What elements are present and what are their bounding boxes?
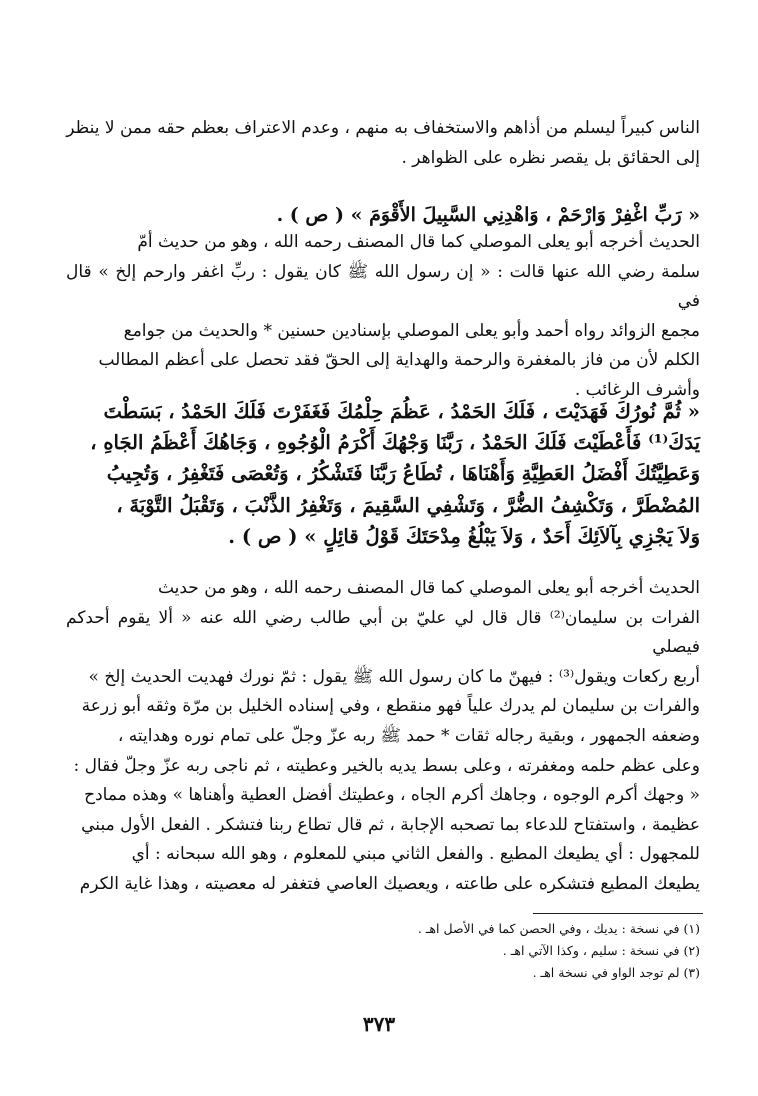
text-line: سلمة رضي الله عنها قالت : « إن رسول الله ﷺ كان يقول : ربِّ اغفر وارحم إلخ » قال في xyxy=(66,261,700,312)
text-line: « وجهك أكرم الوجوه ، وجاهك أكرم الجاه ، وعطيتك أفضل العطية وأهناها » وهذه ممادح xyxy=(84,785,700,806)
supplication-line: يَدَكَ⁽¹⁾ فَأَعْطَيْتَ فَلَكَ الحَمْدُ ، رَبَّنَا وَجْهُكَ أَكْرَمُ الْوُجُوهِ ، وَجَاهُكَ أَعْظَمُ الجَاهِ ، xyxy=(90,431,700,455)
footnotes xyxy=(300,918,700,984)
supplication-line: المُضْطَرَّ ، وَتَكْشِفُ الضُّرَّ ، وَتَشْفِي السَّقِيمَ ، وَتَغْفِرُ الذَّنْبَ ، وَتَقْبَلُ التَّوْبَةَ ، xyxy=(116,493,700,517)
supplication-line: « رَبِّ اغْفِرْ وَارْحَمْ ، وَاهْدِنِي السَّبِيلَ الأَقْوَمَ » ( ص ) . xyxy=(276,204,700,226)
text-line: الفرات بن سليمان⁽²⁾ قال قال لي عليّ بن أبي طالب رضي الله عنه « ألا يقوم أحدكم فيصلي xyxy=(66,607,700,658)
footnote: (١) في نسخة : يديك ، وفي الحصن كما في الأصل اهـ . xyxy=(417,921,700,936)
page-number: ٣٧٣ xyxy=(362,1012,396,1036)
text-line: والفرات بن سليمان لم يدرك علياً فهو منقطع ، وفي إسناده الخليل بن مرّة وثقه أبو زرعة xyxy=(81,696,700,717)
paragraph-3 xyxy=(66,574,700,900)
supplication-line: وَلاَ يَجْزِي بِآلاَئِكَ أَحَدٌ ، وَلاَ يَبْلُغُ مِدْحَتَكَ قَوْلُ قائِلٍ » ( ص ) . xyxy=(228,524,700,548)
text-line: وأشرف الرغائب . xyxy=(574,379,700,400)
text-line: مجمع الزوائد رواه أحمد وأبو يعلى الموصلي بإسنادين حسنين * والحديث من جوامع xyxy=(123,320,700,341)
supplication-line: « ثُمَّ نُورُكَ فَهَدَيْتَ ، فَلَكَ الحَمْدُ ، عَظُمَ حِلْمُكَ فَغَفَرْتَ فَلَكَ الحَمْدُ ، بَسَطْتَ xyxy=(103,400,700,423)
text-line: للمجهول : أي يطيعك المطيع . والفعل الثاني مبني للمعلوم ، وهو الله سبحانه : أي xyxy=(131,844,700,865)
text-line: الحديث أخرجه أبو يعلى الموصلي كما قال المصنف رحمه الله ، وهو من حديث xyxy=(157,578,700,598)
supplication-1 xyxy=(66,199,700,231)
text-line: الكلم لأن من فاز بالمغفرة والرحمة والهداية إلى الحقّ فقد تحصل على أعظم المطالب xyxy=(98,350,700,371)
text-line: الناس كبيراً ليسلم من أذاهم والاستخفاف به منهم ، وعدم الاعتراف بعظم حقه ممن لا ينظر xyxy=(66,118,700,138)
text-line: الحديث أخرجه أبو يعلى الموصلي كما قال المصنف رحمه الله ، وهو من حديث أمّ xyxy=(137,232,700,252)
text-line: أربع ركعات ويقول⁽³⁾ : فيهنّ ما كان رسول الله ﷺ يقول : ثمّ نورك فهديت الحديث إلخ » xyxy=(88,666,700,687)
text-line: يطيعك المطيع فتشكره على طاعته ، ويعصيك العاصي فتغفر له معصيته ، وهذا غاية الكرم xyxy=(79,873,700,894)
footnote: (٣) لم توجد الواو في نسخة اهـ . xyxy=(532,965,700,980)
supplication-2 xyxy=(66,396,700,552)
text-line: إلى الحقائق بل يقصر نظره على الظواهر . xyxy=(401,147,700,168)
paragraph-1 xyxy=(66,114,700,173)
footnote-divider xyxy=(533,913,703,914)
paragraph-2 xyxy=(66,228,700,406)
supplication-line: وَعَطِيَّتُكَ أَفْضَلُ العَطِيَّةِ وَأَهْنَاهَا ، تُطَاعُ رَبَّنَا فَتَشْكُرُ ، وَتُعْصَى فَتَغْفِرُ ، وَتُجِيبُ xyxy=(106,462,700,486)
text-line: عظيمة ، واستفتاح للدعاء بما تصحبه الإجابة ، ثم قال تطاع ربنا فتشكر . الفعل الأول مبني xyxy=(81,814,700,835)
footnote: (٢) في نسخة : سليم ، وكذا الآتي اهـ . xyxy=(502,943,700,958)
text-line: وعلى عظم حلمه ومغفرته ، وعلى بسط يديه بالخير وعطيته ، ثم ناجى ربه عزّ وجلّ فقال : xyxy=(73,755,700,776)
text-line: وضعفه الجمهور ، وبقية رجاله ثقات * حمد ﷺ ربه عزّ وجلّ على تمام نوره وهدايته ، xyxy=(117,725,700,746)
